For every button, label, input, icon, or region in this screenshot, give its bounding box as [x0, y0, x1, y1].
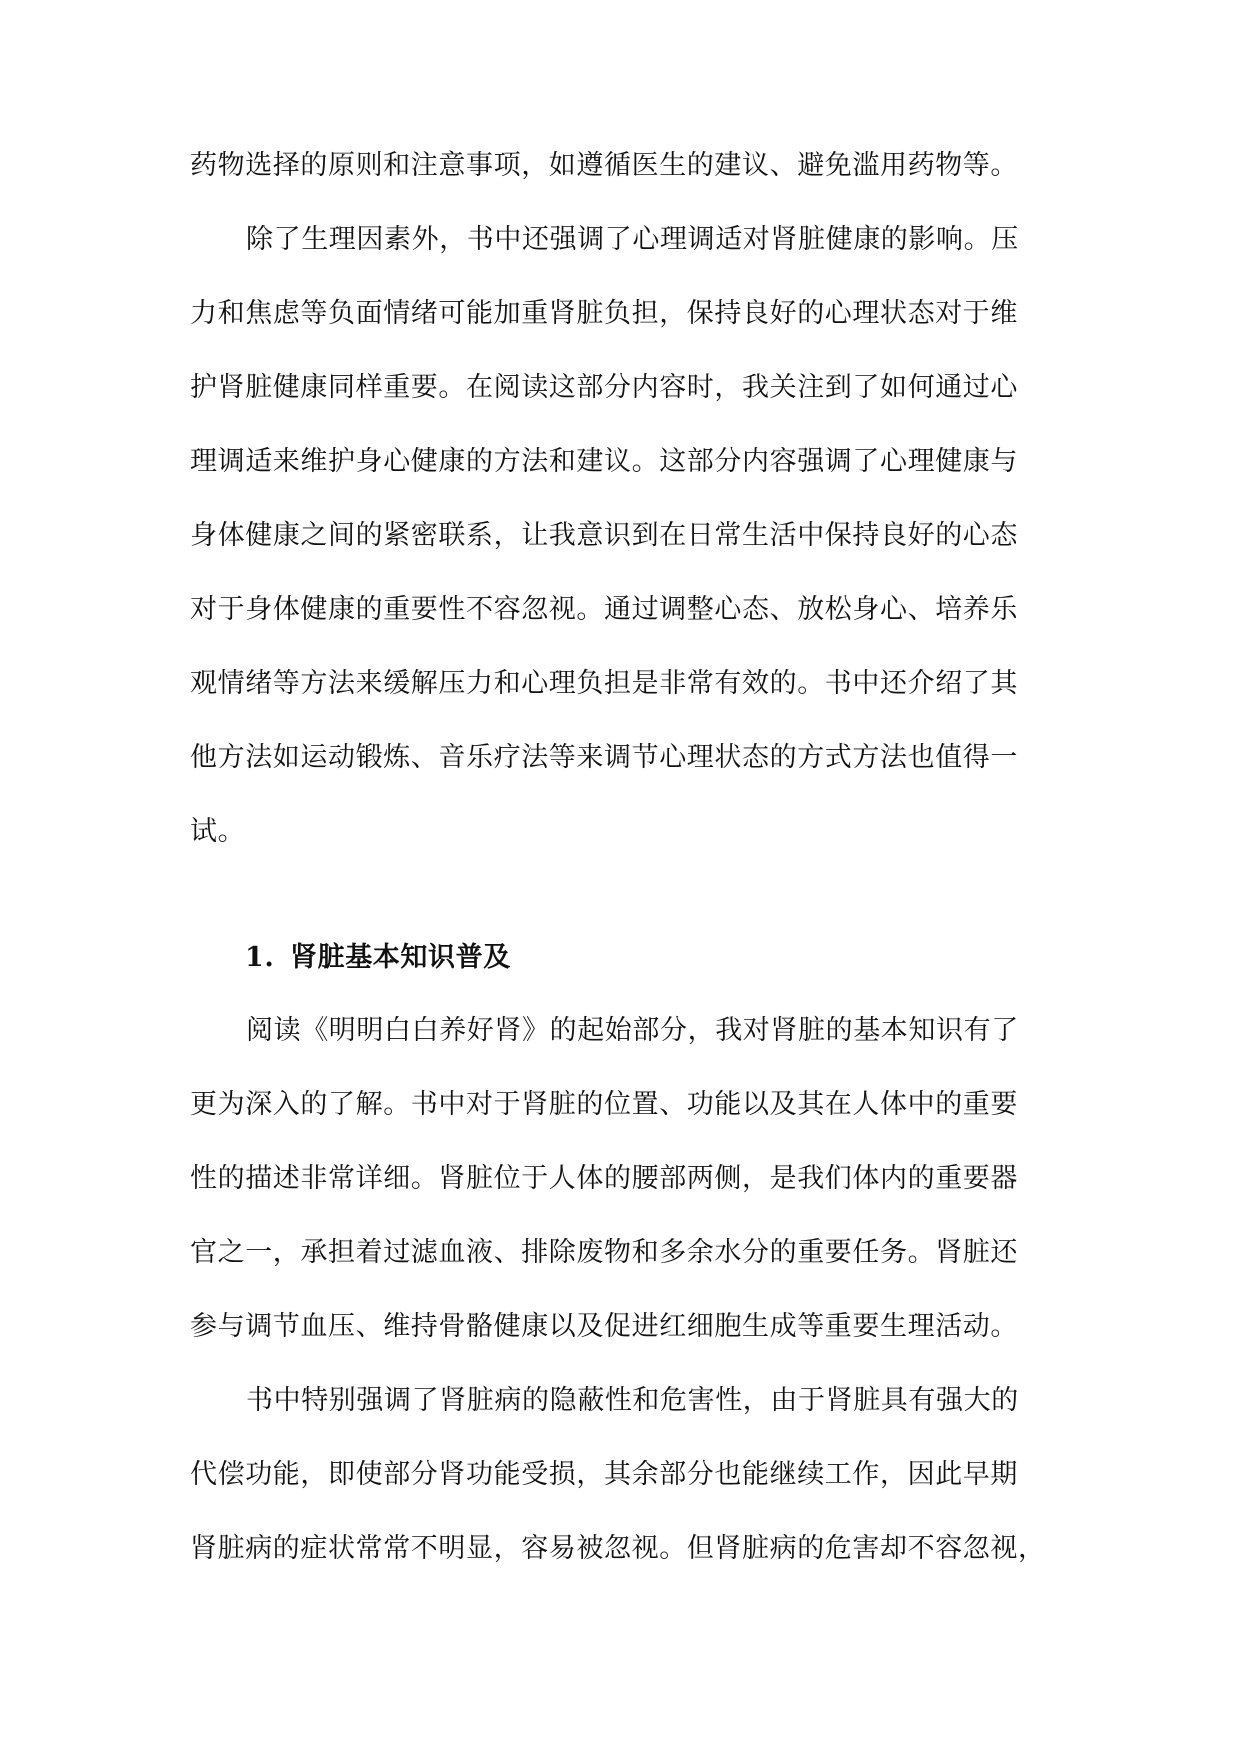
paragraph-line: 官之一，承担着过滤血液、排除废物和多余水分的重要任务。肾脏还 [190, 1237, 1018, 1268]
paragraph-line: 对于身体健康的重要性不容忽视。通过调整心态、放松身心、培养乐 [190, 594, 1018, 625]
paragraph-line: 肾脏病的症状常常不明显，容易被忽视。但肾脏病的危害却不容忽视， [190, 1533, 1046, 1564]
paragraph-line: 代偿功能，即使部分肾功能受损，其余部分也能继续工作，因此早期 [190, 1459, 1018, 1490]
paragraph-line: 更为深入的了解。书中对于肾脏的位置、功能以及其在人体中的重要 [190, 1089, 1018, 1120]
paragraph-line: 护肾脏健康同样重要。在阅读这部分内容时，我关注到了如何通过心 [190, 372, 1018, 403]
paragraph-line: 阅读《明明白白养好肾》的起始部分，我对肾脏的基本知识有了 [246, 1015, 1019, 1046]
paragraph-line: 书中特别强调了肾脏病的隐蔽性和危害性，由于肾脏具有强大的 [246, 1385, 1019, 1416]
paragraph-line: 药物选择的原则和注意事项，如遵循医生的建议、避免滥用药物等。 [190, 150, 1018, 181]
section-title: 肾脏基本知识普及 [290, 942, 511, 973]
paragraph-line: 他方法如运动锻炼、音乐疗法等来调节心理状态的方式方法也值得一 [190, 742, 1018, 773]
paragraph-line: 参与调节血压、维持骨骼健康以及促进红细胞生成等重要生理活动。 [190, 1311, 1018, 1342]
paragraph-line: 身体健康之间的紧密联系，让我意识到在日常生活中保持良好的心态 [190, 520, 1018, 551]
paragraph-line: 理调适来维护身心健康的方法和建议。这部分内容强调了心理健康与 [190, 446, 1018, 477]
section-number: 1. [245, 942, 275, 973]
paragraph-line: 力和焦虑等负面情绪可能加重肾脏负担，保持良好的心理状态对于维 [190, 298, 1018, 329]
section-heading [245, 938, 511, 978]
paragraph-line: 除了生理因素外，书中还强调了心理调适对肾脏健康的影响。压 [246, 224, 1019, 255]
paragraph-line: 试。 [190, 816, 246, 847]
paragraph-line: 性的描述非常详细。肾脏位于人体的腰部两侧，是我们体内的重要器 [190, 1163, 1018, 1194]
paragraph-line: 观情绪等方法来缓解压力和心理负担是非常有效的。书中还介绍了其 [190, 668, 1018, 699]
